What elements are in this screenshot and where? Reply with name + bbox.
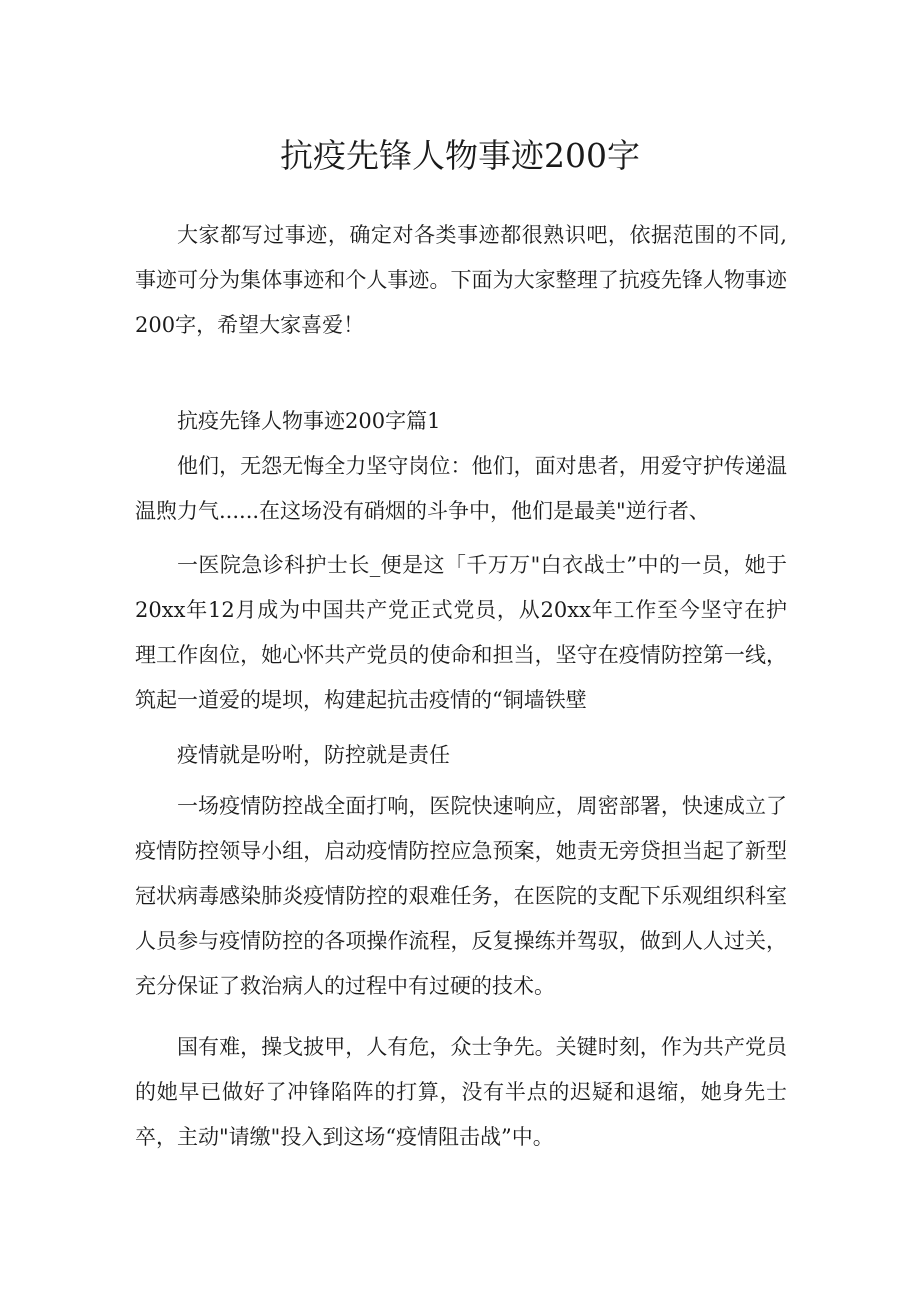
body-paragraph-5: 国有难，操戈披甲，人有危，众士争先。关键时刻，作为共产党员的她早已做好了冲锋陷阵的打算，没有半点的迟疑和退缩，她身先士卒，主动"请缴"投入到这场“疫情阻击战”中。 xyxy=(135,1035,787,1149)
body-paragraph-4: 一场疫情防控战全面打响，医院快速响应，周密部署，快速成立了疫情防控领导小组，启动疫情防控应急预案，她责无旁贷担当起了新型冠状病毒感染肺炎疫情防控的艰难任务，在医院的支配下乐观组织科室人员参与疫情防控的各项操作流程，反复操练并驾驭，做到人人过关，充分保证了救治病人的过程中有过硬的技术。 xyxy=(135,794,787,998)
body-paragraph-1: 他们，无怨无悔全力坚守岗位：他们，面对患者，用爱守护传递温温煦力气......在这场没有硝烟的斗争中，他们是最美"逆行者、 xyxy=(135,454,787,523)
document-title: 抗疫先锋人物事迹200字 xyxy=(280,136,640,175)
body-paragraph-3: 疫情就是吩咐，防控就是责任 xyxy=(177,743,450,767)
intro-paragraph: 大家都写过事迹，确定对各类事迹都很熟识吧，依据范围的不同,事迹可分为集体事迹和个人事迹。下面为大家整理了抗疫先锋人物事迹200字，希望大家喜爱！ xyxy=(135,223,787,337)
body-paragraph-2: 一医院急诊科护士长_便是这「千万万"白衣战士”中的一员，她于20xx年12月成为中国共产党正式党员，从20xx年工作至今坚守在护理工作囱位，她心怀共产党员的使命和担当，坚守在疫情防控第一线，筑起一道爱的堤坝，构建起抗击疫情的“铜墙铁壁 xyxy=(135,553,787,712)
section-heading: 抗疫先锋人物事迹200字篇1 xyxy=(177,409,441,433)
